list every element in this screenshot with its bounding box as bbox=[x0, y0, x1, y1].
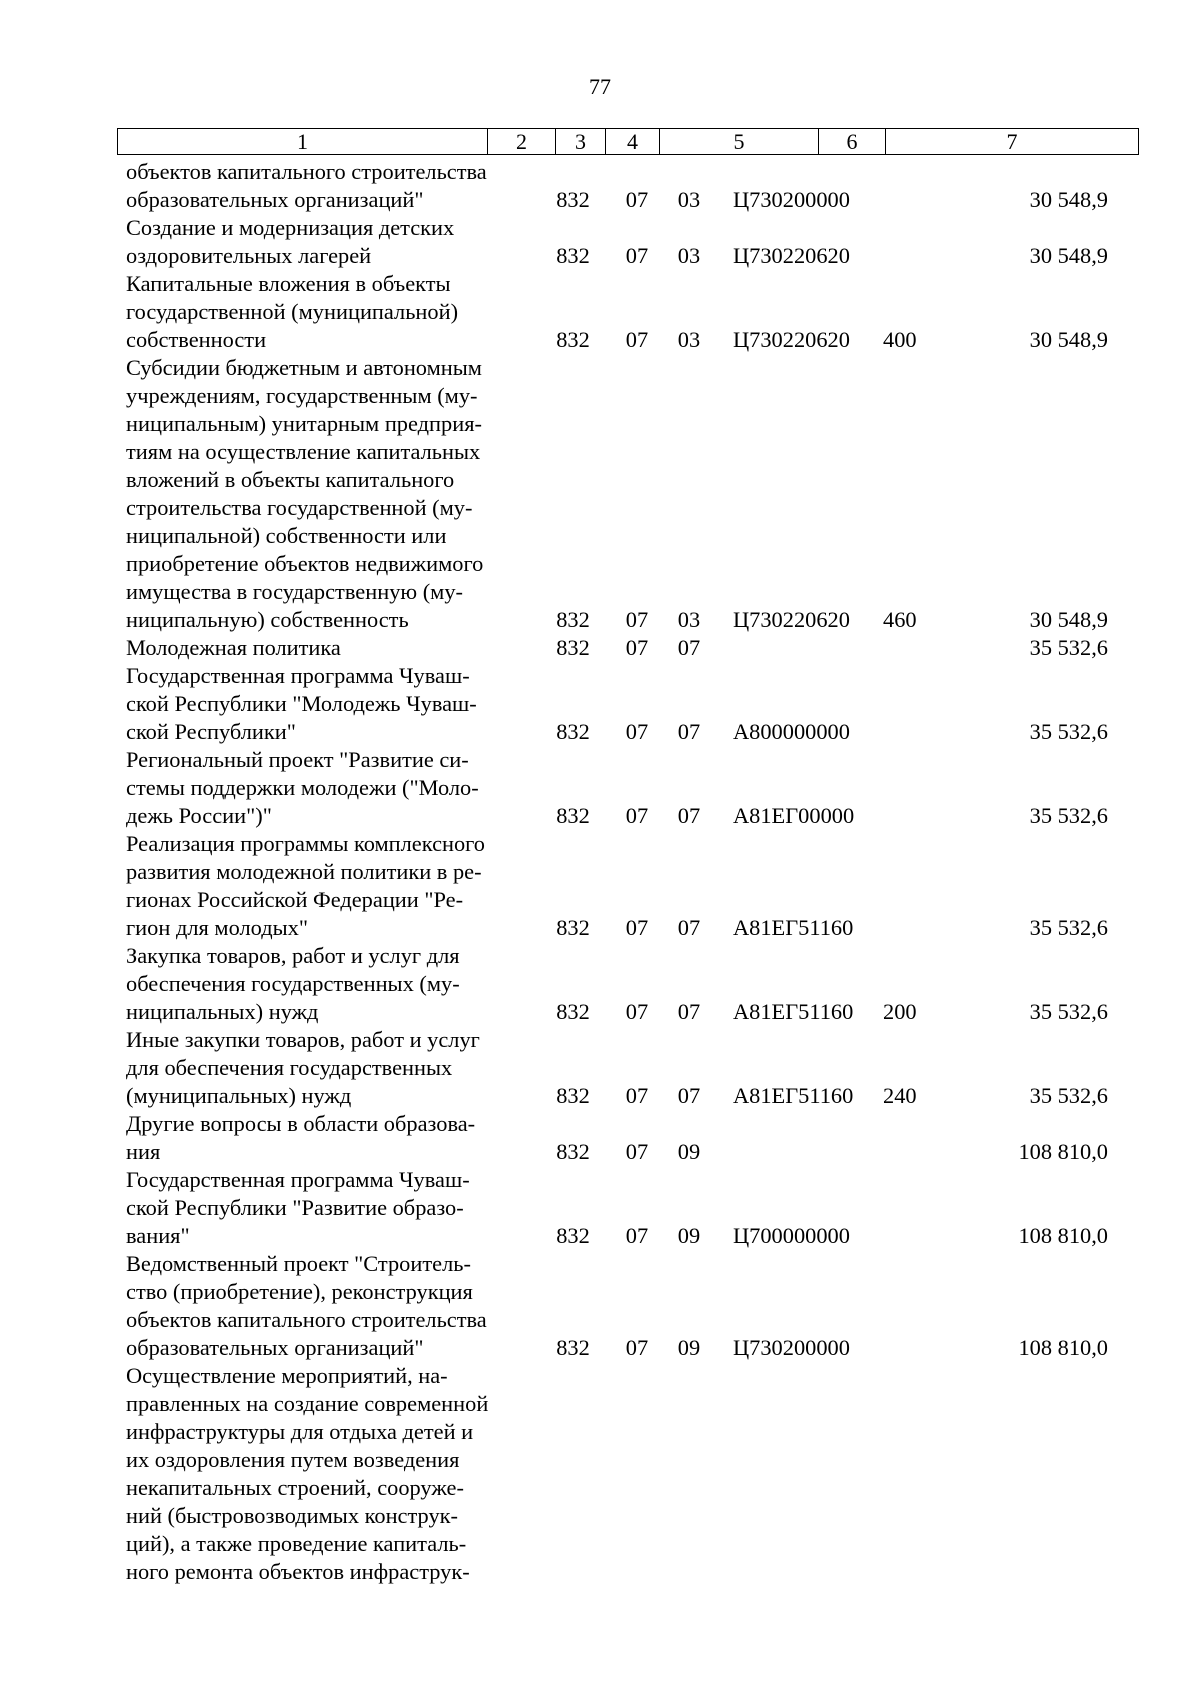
cell-ministry: 832 bbox=[556, 999, 590, 1024]
row-description: Государственная программа Чуваш- ской Республики "Развитие образо- вания" bbox=[126, 1167, 470, 1248]
table-row bbox=[126, 1166, 1138, 1250]
cell-ministry: 832 bbox=[556, 1223, 590, 1248]
cell-target-article: А81ЕГ51160 bbox=[733, 915, 854, 940]
cell-section: 07 bbox=[625, 243, 649, 268]
cell-ministry: 832 bbox=[556, 1335, 590, 1360]
row-description: Ведомственный проект "Строитель- ство (приобретение), реконструкция объектов капитального строительства образовательных организаций" bbox=[126, 1251, 487, 1360]
cell-expense-type: 240 bbox=[883, 1083, 917, 1108]
table-row bbox=[126, 746, 1138, 830]
table-row bbox=[126, 214, 1138, 270]
row-description: Иные закупки товаров, работ и услуг для обеспечения государственных (муниципальных) нужд bbox=[126, 1027, 480, 1108]
cell-ministry: 832 bbox=[556, 635, 590, 660]
cell-target-article: Ц730220620 bbox=[733, 327, 850, 352]
cell-ministry: 832 bbox=[556, 719, 590, 744]
cell-subsection: 09 bbox=[677, 1223, 701, 1248]
cell-section: 07 bbox=[625, 1223, 649, 1248]
cell-target-article: Ц730200000 bbox=[733, 1335, 850, 1360]
cell-amount: 30 548,9 bbox=[1029, 187, 1108, 212]
header-col-4: 4 bbox=[606, 129, 660, 155]
cell-amount: 35 532,6 bbox=[1029, 803, 1108, 828]
row-description: Другие вопросы в области образова- ния bbox=[126, 1111, 476, 1164]
cell-section: 07 bbox=[625, 635, 649, 660]
table-row bbox=[126, 270, 1138, 354]
cell-subsection: 07 bbox=[677, 1083, 701, 1108]
table-row bbox=[126, 1362, 1138, 1586]
header-col-6: 6 bbox=[819, 129, 886, 155]
cell-section: 07 bbox=[625, 999, 649, 1024]
cell-ministry: 832 bbox=[556, 1083, 590, 1108]
header-col-1: 1 bbox=[118, 129, 488, 155]
table-row bbox=[126, 1250, 1138, 1362]
cell-target-article: А800000000 bbox=[733, 719, 850, 744]
cell-amount: 108 810,0 bbox=[1018, 1139, 1108, 1164]
cell-target-article: А81ЕГ51160 bbox=[733, 1083, 854, 1108]
cell-subsection: 03 bbox=[677, 327, 701, 352]
cell-section: 07 bbox=[625, 915, 649, 940]
table-row bbox=[126, 662, 1138, 746]
row-description: Субсидии бюджетным и автономным учреждениям, государственным (му- ниципальным) унитарным предприя- тиям на осуществление капитальных вложений в объекты капитального строительства государственной (му- ниципальной) собственности или приобретение объектов недвижимого имущества в государственную (му- ниципальную) собственность bbox=[126, 355, 484, 632]
cell-ministry: 832 bbox=[556, 607, 590, 632]
table-row bbox=[126, 830, 1138, 942]
table-header bbox=[117, 128, 1139, 155]
cell-section: 07 bbox=[625, 719, 649, 744]
cell-ministry: 832 bbox=[556, 327, 590, 352]
cell-subsection: 07 bbox=[677, 999, 701, 1024]
row-description: Государственная программа Чуваш- ской Республики "Молодежь Чуваш- ской Республики" bbox=[126, 663, 477, 744]
table-row bbox=[126, 1110, 1138, 1166]
cell-subsection: 03 bbox=[677, 243, 701, 268]
cell-subsection: 07 bbox=[677, 635, 701, 660]
cell-amount: 35 532,6 bbox=[1029, 915, 1108, 940]
cell-section: 07 bbox=[625, 1083, 649, 1108]
table-row bbox=[126, 942, 1138, 1026]
cell-section: 07 bbox=[625, 607, 649, 632]
header-col-7: 7 bbox=[886, 129, 1139, 155]
row-description: объектов капитального строительства образовательных организаций" bbox=[126, 159, 487, 212]
cell-ministry: 832 bbox=[556, 243, 590, 268]
table-row bbox=[126, 634, 1138, 662]
cell-expense-type: 460 bbox=[883, 607, 917, 632]
cell-section: 07 bbox=[625, 187, 649, 212]
cell-subsection: 07 bbox=[677, 803, 701, 828]
cell-section: 07 bbox=[625, 1139, 649, 1164]
cell-amount: 35 532,6 bbox=[1029, 1083, 1108, 1108]
cell-section: 07 bbox=[625, 803, 649, 828]
cell-target-article: Ц700000000 bbox=[733, 1223, 850, 1248]
row-description: Капитальные вложения в объекты государственной (муниципальной) собственности bbox=[126, 271, 459, 352]
cell-subsection: 07 bbox=[677, 915, 701, 940]
row-description: Реализация программы комплексного развития молодежной политики в ре- гионах Российской Федерации "Ре- гион для молодых" bbox=[126, 831, 486, 940]
cell-subsection: 07 bbox=[677, 719, 701, 744]
cell-amount: 35 532,6 bbox=[1029, 719, 1108, 744]
cell-amount: 30 548,9 bbox=[1029, 327, 1108, 352]
header-col-5: 5 bbox=[660, 129, 819, 155]
cell-amount: 35 532,6 bbox=[1029, 999, 1108, 1024]
cell-ministry: 832 bbox=[556, 1139, 590, 1164]
table-body bbox=[126, 158, 1138, 1586]
cell-target-article: Ц730220620 bbox=[733, 607, 850, 632]
row-description: Молодежная политика bbox=[126, 635, 341, 660]
row-description: Закупка товаров, работ и услуг для обеспечения государственных (му- ниципальных) нужд bbox=[126, 943, 460, 1024]
cell-subsection: 03 bbox=[677, 187, 701, 212]
cell-amount: 30 548,9 bbox=[1029, 243, 1108, 268]
cell-ministry: 832 bbox=[556, 187, 590, 212]
cell-subsection: 09 bbox=[677, 1139, 701, 1164]
cell-target-article: Ц730220620 bbox=[733, 243, 850, 268]
cell-amount: 108 810,0 bbox=[1018, 1223, 1108, 1248]
page-number: 77 bbox=[589, 74, 611, 99]
row-description: Осуществление мероприятий, на- правленных на создание современной инфраструктуры для отдыха детей и их оздоровления путем возведения некапитальных строений, сооруже- ний (быстровозводимых конструк- ций), а также проведение капиталь- ного ремонта объектов инфраструк- bbox=[126, 1363, 489, 1584]
table-row bbox=[126, 1026, 1138, 1110]
cell-section: 07 bbox=[625, 1335, 649, 1360]
cell-amount: 35 532,6 bbox=[1029, 635, 1108, 660]
cell-amount: 108 810,0 bbox=[1018, 1335, 1108, 1360]
cell-subsection: 03 bbox=[677, 607, 701, 632]
row-description: Создание и модернизация детских оздоровительных лагерей bbox=[126, 215, 455, 268]
row-description: Региональный проект "Развитие си- стемы поддержки молодежи ("Моло- дежь России")" bbox=[126, 747, 479, 828]
cell-ministry: 832 bbox=[556, 803, 590, 828]
cell-ministry: 832 bbox=[556, 915, 590, 940]
cell-target-article: Ц730200000 bbox=[733, 187, 850, 212]
cell-target-article: А81ЕГ51160 bbox=[733, 999, 854, 1024]
cell-expense-type: 400 bbox=[883, 327, 917, 352]
cell-section: 07 bbox=[625, 327, 649, 352]
cell-subsection: 09 bbox=[677, 1335, 701, 1360]
table-row bbox=[126, 158, 1138, 214]
header-col-3: 3 bbox=[556, 129, 606, 155]
table-row bbox=[126, 354, 1138, 634]
cell-target-article: А81ЕГ00000 bbox=[733, 803, 855, 828]
header-col-2: 2 bbox=[488, 129, 556, 155]
cell-expense-type: 200 bbox=[883, 999, 917, 1024]
cell-amount: 30 548,9 bbox=[1029, 607, 1108, 632]
